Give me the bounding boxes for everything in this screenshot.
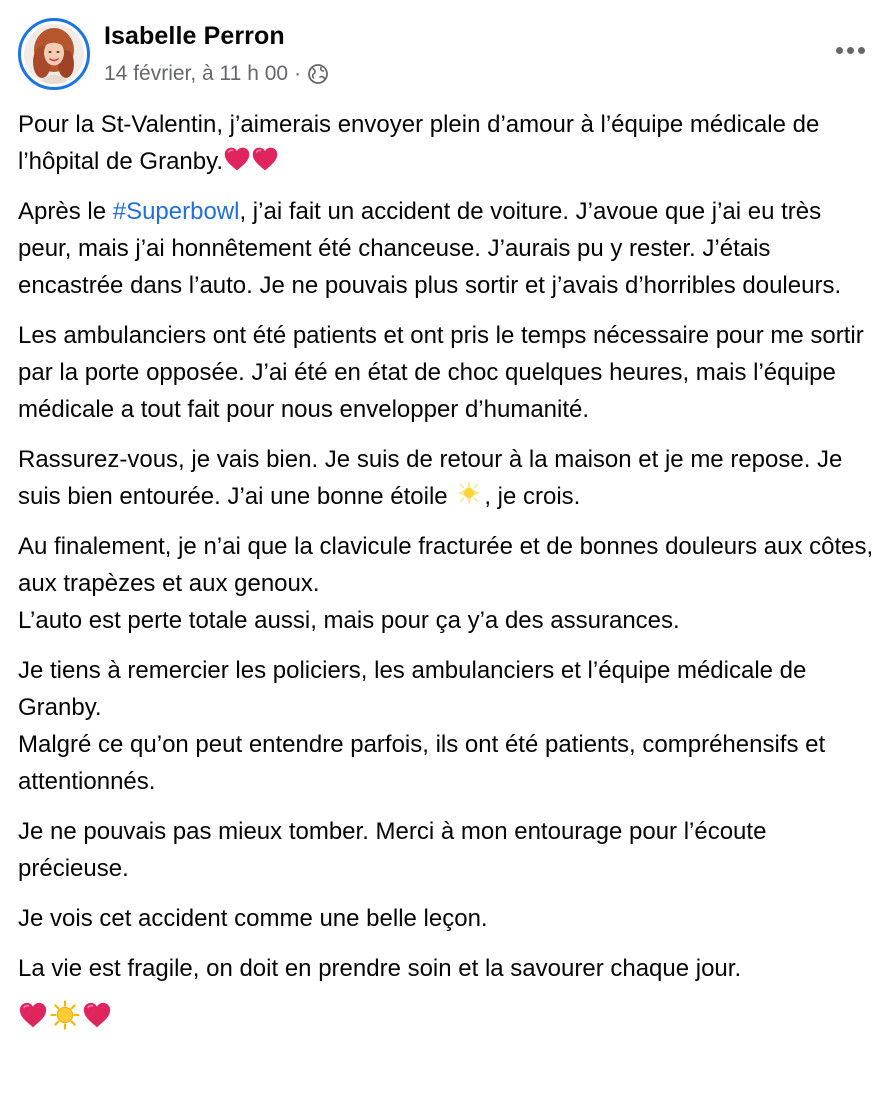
heart-emoji	[251, 145, 279, 173]
post-meta	[104, 62, 329, 86]
heart-emoji	[18, 1000, 48, 1030]
paragraph-5-line-1: Au finalement, je n’ai que la clavicule fracturée et de bonnes douleurs aux côtes, aux trapèzes et aux genoux.	[18, 533, 874, 597]
hashtag-link[interactable]: #Superbowl	[112, 198, 240, 225]
paragraph-4-text-end: , je crois.	[484, 483, 581, 510]
more-dot	[847, 47, 854, 54]
heart-emoji	[223, 145, 251, 173]
paragraph-7: Je ne pouvais pas mieux tomber. Merci à mon entourage pour l’écoute précieuse.	[18, 818, 767, 882]
author-name[interactable]: Isabelle Perron	[104, 22, 285, 50]
avatar[interactable]	[18, 18, 90, 90]
paragraph-9: La vie est fragile, on doit en prendre soin et la savourer chaque jour.	[18, 955, 742, 982]
sun-emoji	[50, 1000, 80, 1030]
paragraph-6-line-2: Malgré ce qu’on peut entendre parfois, ils ont été patients, compréhensifs et attentionnés.	[18, 731, 826, 795]
paragraph-2-text-start: Après le	[18, 198, 113, 225]
paragraph-1	[18, 106, 878, 180]
paragraph-2-text-end: , j’ai fait un accident de voiture. J’avoue que j’ai eu très peur, mais j’ai honnêtement été chanceuse. J’aurais pu y rester. J’étais encastrée dans l’auto. Je ne pouvais plus sortir et j’avais d’horribles douleurs.	[18, 198, 842, 299]
closing-emoji-row	[18, 1000, 878, 1030]
more-dot	[858, 47, 865, 54]
paragraph-6	[18, 652, 878, 800]
paragraph-5	[18, 528, 878, 639]
post-header	[18, 18, 868, 90]
timestamp[interactable]: 14 février, à 11 h 00	[104, 62, 289, 85]
meta-separator: ·	[294, 62, 302, 85]
paragraph-5-line-2: L’auto est perte totale aussi, mais pour ça y’a des assurances.	[18, 607, 680, 634]
avatar-photo	[24, 24, 84, 84]
post-body	[18, 106, 878, 1030]
paragraph-3: Les ambulanciers ont été patients et ont pris le temps nécessaire pour me sortir par la porte opposée. J’ai été en état de choc quelques heures, mais l’équipe médicale a tout fait pour nous envelopper d’humanité.	[18, 322, 864, 423]
heart-emoji	[82, 1000, 112, 1030]
glowing-star-emoji	[454, 478, 484, 508]
paragraph-8: Je vois cet accident comme une belle leçon.	[18, 905, 488, 932]
globe-icon[interactable]	[307, 63, 329, 85]
paragraph-4-text-start: Rassurez-vous, je vais bien. Je suis de retour à la maison et je me repose. Je suis bien entourée. J’ai une bonne étoile	[18, 446, 843, 510]
paragraph-4	[18, 441, 878, 515]
paragraph-2	[18, 193, 878, 304]
more-options-button[interactable]	[832, 36, 868, 64]
more-horizontal-icon	[836, 47, 843, 54]
paragraph-6-line-1: Je tiens à remercier les policiers, les ambulanciers et l’équipe médicale de Granby.	[18, 657, 807, 721]
paragraph-1-text: Pour la St-Valentin, j’aimerais envoyer plein d’amour à l’équipe médicale de l’hôpital de Granby.	[18, 111, 820, 175]
